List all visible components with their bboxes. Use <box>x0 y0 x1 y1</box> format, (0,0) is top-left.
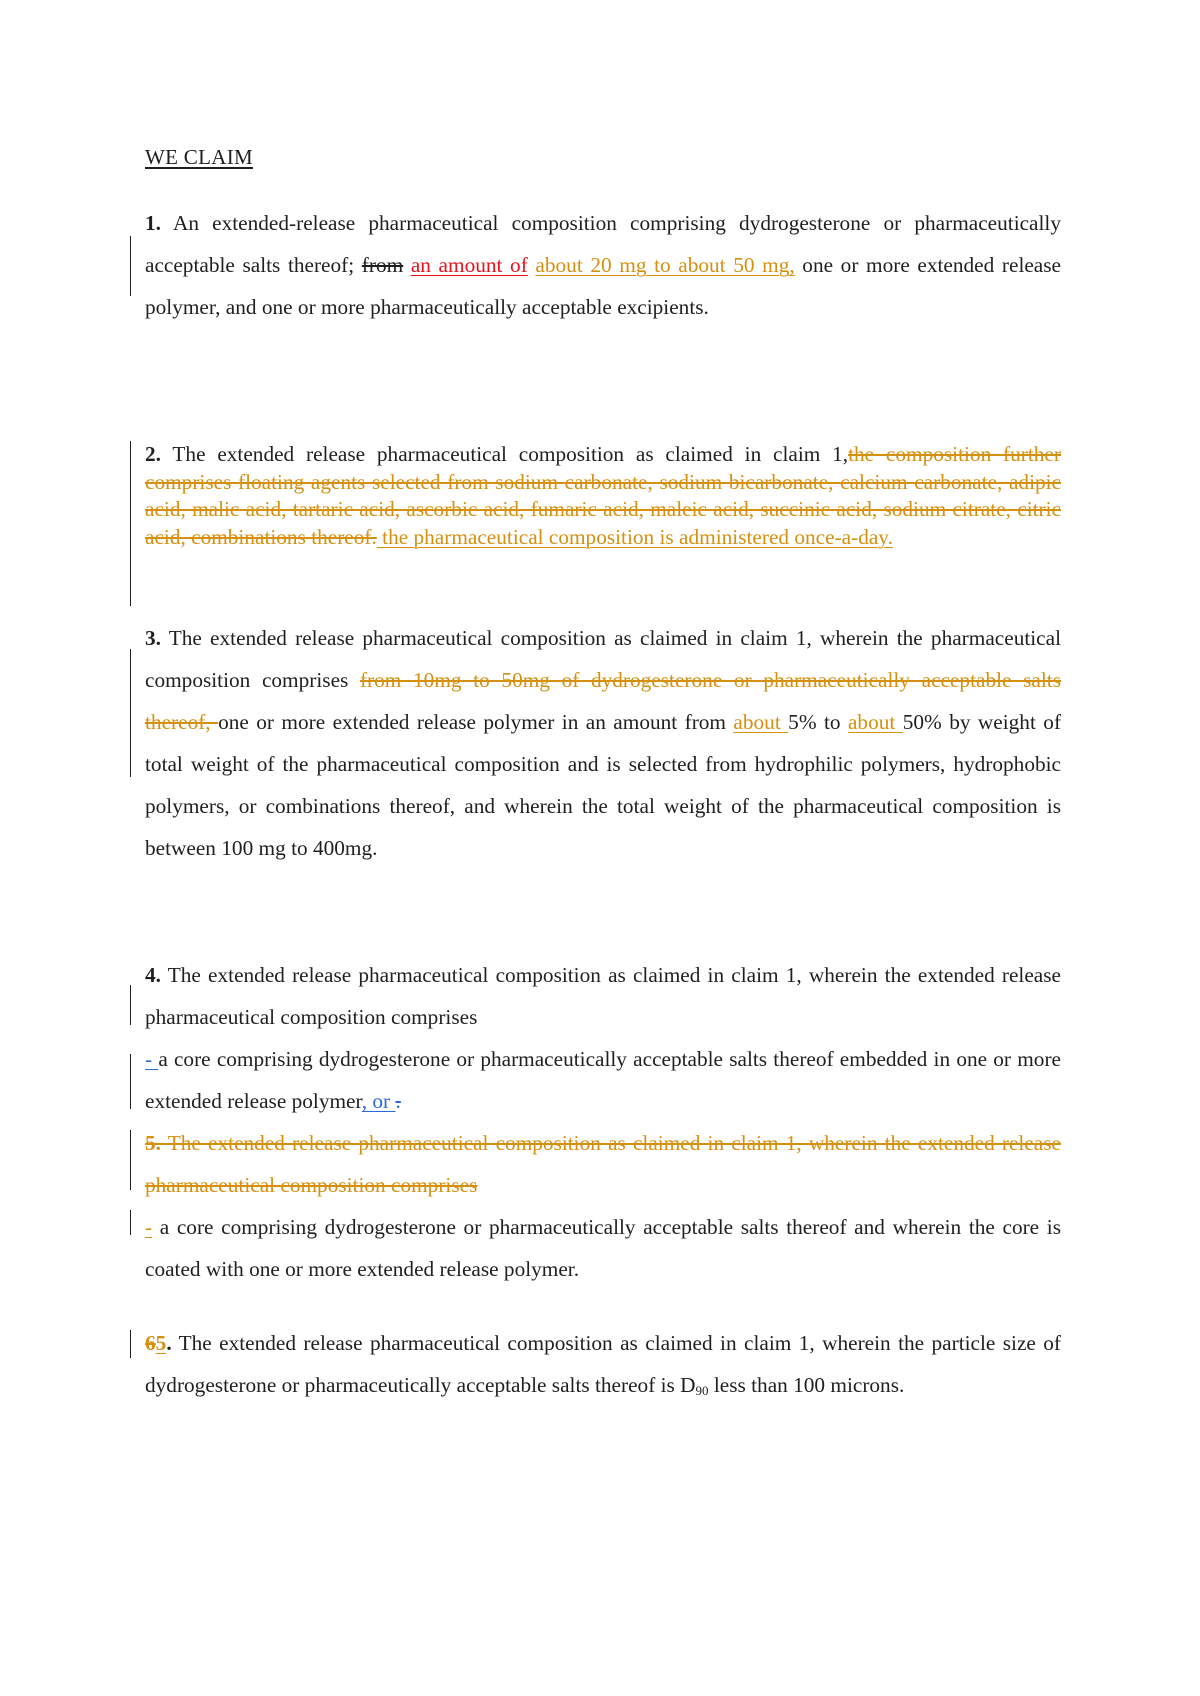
claim-text: a core comprising dydrogesterone or pharmaceutically acceptable salts thereof and wherein the core is coated with one or more extended release polymer. <box>145 1215 1061 1281</box>
inserted-text: - <box>145 1047 159 1071</box>
claim-5 <box>145 1322 1061 1412</box>
change-bar <box>130 985 131 1025</box>
deleted-text: the composition further comprises floating agents selected from sodium carbonate, sodium bicarbonate, calcium carbonate, adipic acid, malic acid, tartaric acid, ascorbic acid, fumaric acid, maleic acid, succinic acid, sodium citrate, citric acid, combinations thereof. <box>145 442 1061 549</box>
claim-text: a core comprising dydrogesterone or pharmaceutically acceptable salts thereof embedded in one or more extended release polymer <box>145 1047 1061 1113</box>
inserted-text: about 20 mg to about 50 mg, <box>535 253 795 277</box>
claim-text: 5% to <box>788 710 848 734</box>
inserted-text: , or <box>361 1089 396 1113</box>
deleted-text: from <box>361 253 404 277</box>
deleted-claim-number: 6 <box>145 1331 156 1355</box>
change-bar <box>130 236 131 296</box>
claim-number: 2. <box>145 442 161 466</box>
claim-number: 3. <box>145 626 161 650</box>
deleted-text: The extended release pharmaceutical composition as claimed in claim 1, wherein the extended release pharmaceutical composition comprises <box>145 1131 1061 1197</box>
inserted-text: about <box>733 710 789 734</box>
claim-text: The extended release pharmaceutical composition as claimed in claim 1, wherein the particle size of dydrogesterone or pharmaceutically acceptable salts thereof is D <box>145 1331 1061 1397</box>
claim-text: The extended release pharmaceutical composition as claimed in claim 1, <box>160 442 849 466</box>
claim-4-item-2 <box>145 1206 1061 1290</box>
claim-text: An extended-release pharmaceutical composition comprising dydrogesterone or pharmaceutically acceptable salts thereof; <box>145 211 1061 277</box>
deleted-text: . <box>395 1089 401 1113</box>
deleted-claim-number: 5. <box>145 1131 161 1155</box>
claim-text: one or more extended release polymer, and one or more pharmaceutically acceptable excipients. <box>145 253 1062 319</box>
claim-number-dot: . <box>166 1331 172 1355</box>
claim-text: one or more extended release polymer in an amount from <box>218 710 734 734</box>
claim-text <box>403 253 411 277</box>
claim-4-item <box>145 1038 1061 1122</box>
inserted-text: about <box>847 710 903 734</box>
inserted-text: - <box>145 1215 153 1239</box>
claim-number: 1. <box>145 211 161 235</box>
inserted-deleted-text: the pharmaceutical composition <box>376 524 660 549</box>
inserted-text: is administered once-a-day. <box>659 524 893 549</box>
change-bar <box>130 1330 131 1358</box>
claim-2 <box>145 441 1061 551</box>
claim-text: less than 100 microns. <box>708 1373 905 1397</box>
inserted-text: an amount of <box>410 253 528 277</box>
deleted-text: from 10mg to 50mg of dydrogesterone or pharmaceutically acceptable salts thereof, <box>145 668 1061 734</box>
change-bar <box>130 1210 131 1235</box>
claim-number: 4. <box>145 963 161 987</box>
change-bar <box>130 1054 131 1109</box>
claim-5-deleted <box>145 1122 1061 1206</box>
change-bar <box>130 649 131 777</box>
claim-1 <box>145 202 1061 328</box>
claim-text: The extended release pharmaceutical composition as claimed in claim 1, wherein the pharmaceutical composition comprises <box>145 626 1061 692</box>
claim-text: 50% by weight of total weight of the pharmaceutical composition and is selected from hydrophilic polymers, hydrophobic polymers, or combinations thereof, and wherein the total weight of the pharmaceutical composition is between 100 mg to 400mg. <box>145 710 1062 860</box>
subscript: 90 <box>695 1383 709 1398</box>
change-bar <box>130 1130 131 1190</box>
claim-text: The extended release pharmaceutical composition as claimed in claim 1, wherein the extended release pharmaceutical composition comprises <box>145 963 1061 1029</box>
claim-4-intro <box>145 954 1061 1038</box>
page-heading: WE CLAIM <box>145 145 253 169</box>
change-bar <box>130 441 131 606</box>
claim-3 <box>145 617 1061 869</box>
inserted-claim-number: 5 <box>155 1331 167 1355</box>
